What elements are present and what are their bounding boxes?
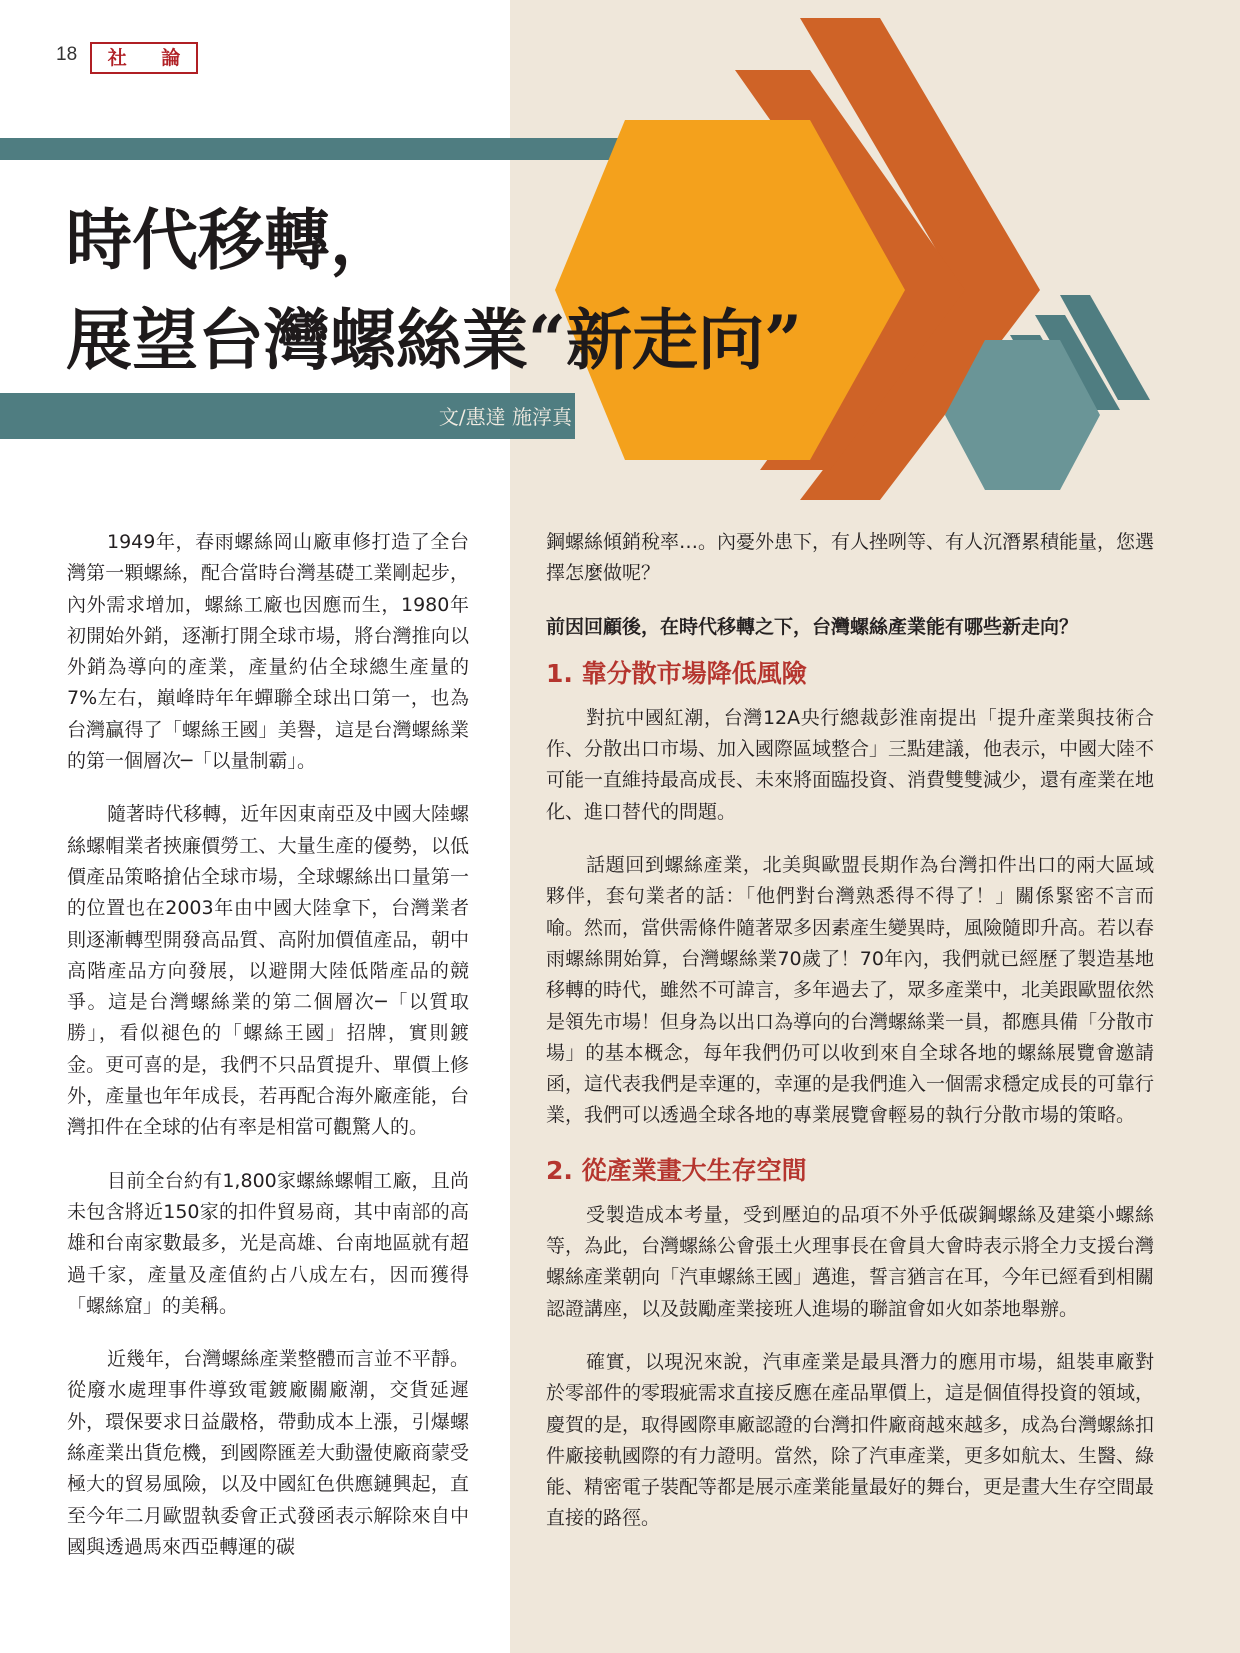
article-title: [66, 190, 802, 390]
right-continuation: 鋼螺絲傾銷稅率…。內憂外患下，有人挫咧等、有人沉潛累積能量，您選擇怎麼做呢？: [546, 531, 1155, 585]
title-line-2: 展望台灣螺絲業“新走向”: [66, 301, 802, 379]
left-paragraph-4: 近幾年，台灣螺絲產業整體而言並不平靜。從廢水處理事件導致電鍍廠關廠潮，交貨延遲外，環保要求日益嚴格，帶動成本上漲，引爆螺絲產業出貨危機，到國際匯差大動盪使廠商蒙受極大的貿易風險，以及中國紅色供應鏈興起，直至今年二月歐盟執委會正式發函表示解除來自中國與透過馬來西亞轉運的碳: [67, 1348, 469, 1558]
lead-question: 前因回顧後，在時代移轉之下，台灣螺絲產業能有哪些新走向？: [546, 615, 1079, 638]
left-column: [67, 527, 469, 1585]
byline: 文/惠達 施淳真: [438, 405, 572, 429]
section-2-paragraph-1: 受製造成本考量，受到壓迫的品項不外乎低碳鋼螺絲及建築小螺絲等，為此，台灣螺絲公會張土火理事長在會員大會時表示將全力支援台灣螺絲產業朝向「汽車螺絲王國」邁進，誓言猶言在耳，今年已經看到相關認證講座，以及鼓勵產業接班人進場的聯誼會如火如荼地舉辦。: [546, 1203, 1155, 1320]
page-number: 18: [56, 44, 78, 65]
section-1-paragraph-2: 話題回到螺絲產業，北美與歐盟長期作為台灣扣件出口的兩大區域夥伴，套句業者的話：「他們對台灣熟悉得不得了！」關係緊密不言而喻。然而，當供需條件隨著眾多因素產生變異時，風險隨即升高。若以春雨螺絲開始算，台灣螺絲業70歲了！70年內，我們就已經歷了製造基地移轉的時代，雖然不可諱言，多年過去了，眾多產業中，北美跟歐盟依然是領先市場！但身為以出口為導向的台灣螺絲業一員，都應具備「分散市場」的基本概念，每年我們仍可以收到來自全球各地的螺絲展覽會邀請函，這代表我們是幸運的，幸運的是我們進入一個需求穩定成長的可靠行業，我們可以透過全球各地的專業展覽會輕易的執行分散市場的策略。: [546, 854, 1155, 1127]
left-paragraph-1: 1949年，春雨螺絲岡山廠車修打造了全台灣第一顆螺絲，配合當時台灣基礎工業剛起步，內外需求增加，螺絲工廠也因應而生，1980年初開始外銷，逐漸打開全球市場，將台灣推向以外銷為導向的產業，產量約佔全球總生產量的7%左右，巔峰時年年蟬聯全球出口第一，也為台灣贏得了「螺絲王國」美譽，這是台灣螺絲業的第一個層次─「以量制霸」。: [67, 531, 469, 773]
section-1-heading: 1. 靠分散市場降低風險: [546, 658, 807, 688]
right-column: [546, 527, 1154, 1557]
section-2-heading: 2. 從產業畫大生存空間: [546, 1155, 807, 1185]
section-label: 社 論: [90, 42, 198, 74]
left-paragraph-3: 目前全台約有1,800家螺絲螺帽工廠，且尚未包含將近150家的扣件貿易商，其中南部的高雄和台南家數最多，光是高雄、台南地區就有超過千家，產量及產值約占八成左右，因而獲得「螺絲窟」的美稱。: [67, 1169, 469, 1317]
title-line-1: 時代移轉，: [66, 201, 396, 279]
section-2-paragraph-2: 確實，以現況來說，汽車產業是最具潛力的應用市場，組裝車廠對於零部件的零瑕疵需求直接反應在產品單價上，這是個值得投資的領域，慶賀的是，取得國際車廠認證的台灣扣件廠商越來越多，成為台灣螺絲扣件廠接軌國際的有力證明。當然，除了汽車產業，更多如航太、生醫、綠能、精密電子裝配等都是展示產業能量最好的舞台，更是畫大生存空間最直接的路徑。: [546, 1350, 1155, 1530]
left-paragraph-2: 隨著時代移轉，近年因東南亞及中國大陸螺絲螺帽業者挾廉價勞工、大量生產的優勢，以低價產品策略搶佔全球市場，全球螺絲出口量第一的位置也在2003年由中國大陸拿下，台灣業者則逐漸轉型開發高品質、高附加價值產品，朝中高階產品方向發展，以避開大陸低階產品的競爭。這是台灣螺絲業的第二個層次─「以質取勝」，看似褪色的「螺絲王國」招牌，實則鍍金。更可喜的是，我們不只品質提升、單價上修外，產量也年年成長，若再配合海外廠產能，台灣扣件在全球的佔有率是相當可觀驚人的。: [67, 803, 469, 1139]
section-1-paragraph-1: 對抗中國紅潮，台灣12A央行總裁彭淮南提出「提升產業與技術合作、分散出口市場、加入國際區域整合」三點建議，他表示，中國大陸不可能一直維持最高成長、未來將面臨投資、消費雙雙減少，還有產業在地化、進口替代的問題。: [546, 706, 1155, 823]
